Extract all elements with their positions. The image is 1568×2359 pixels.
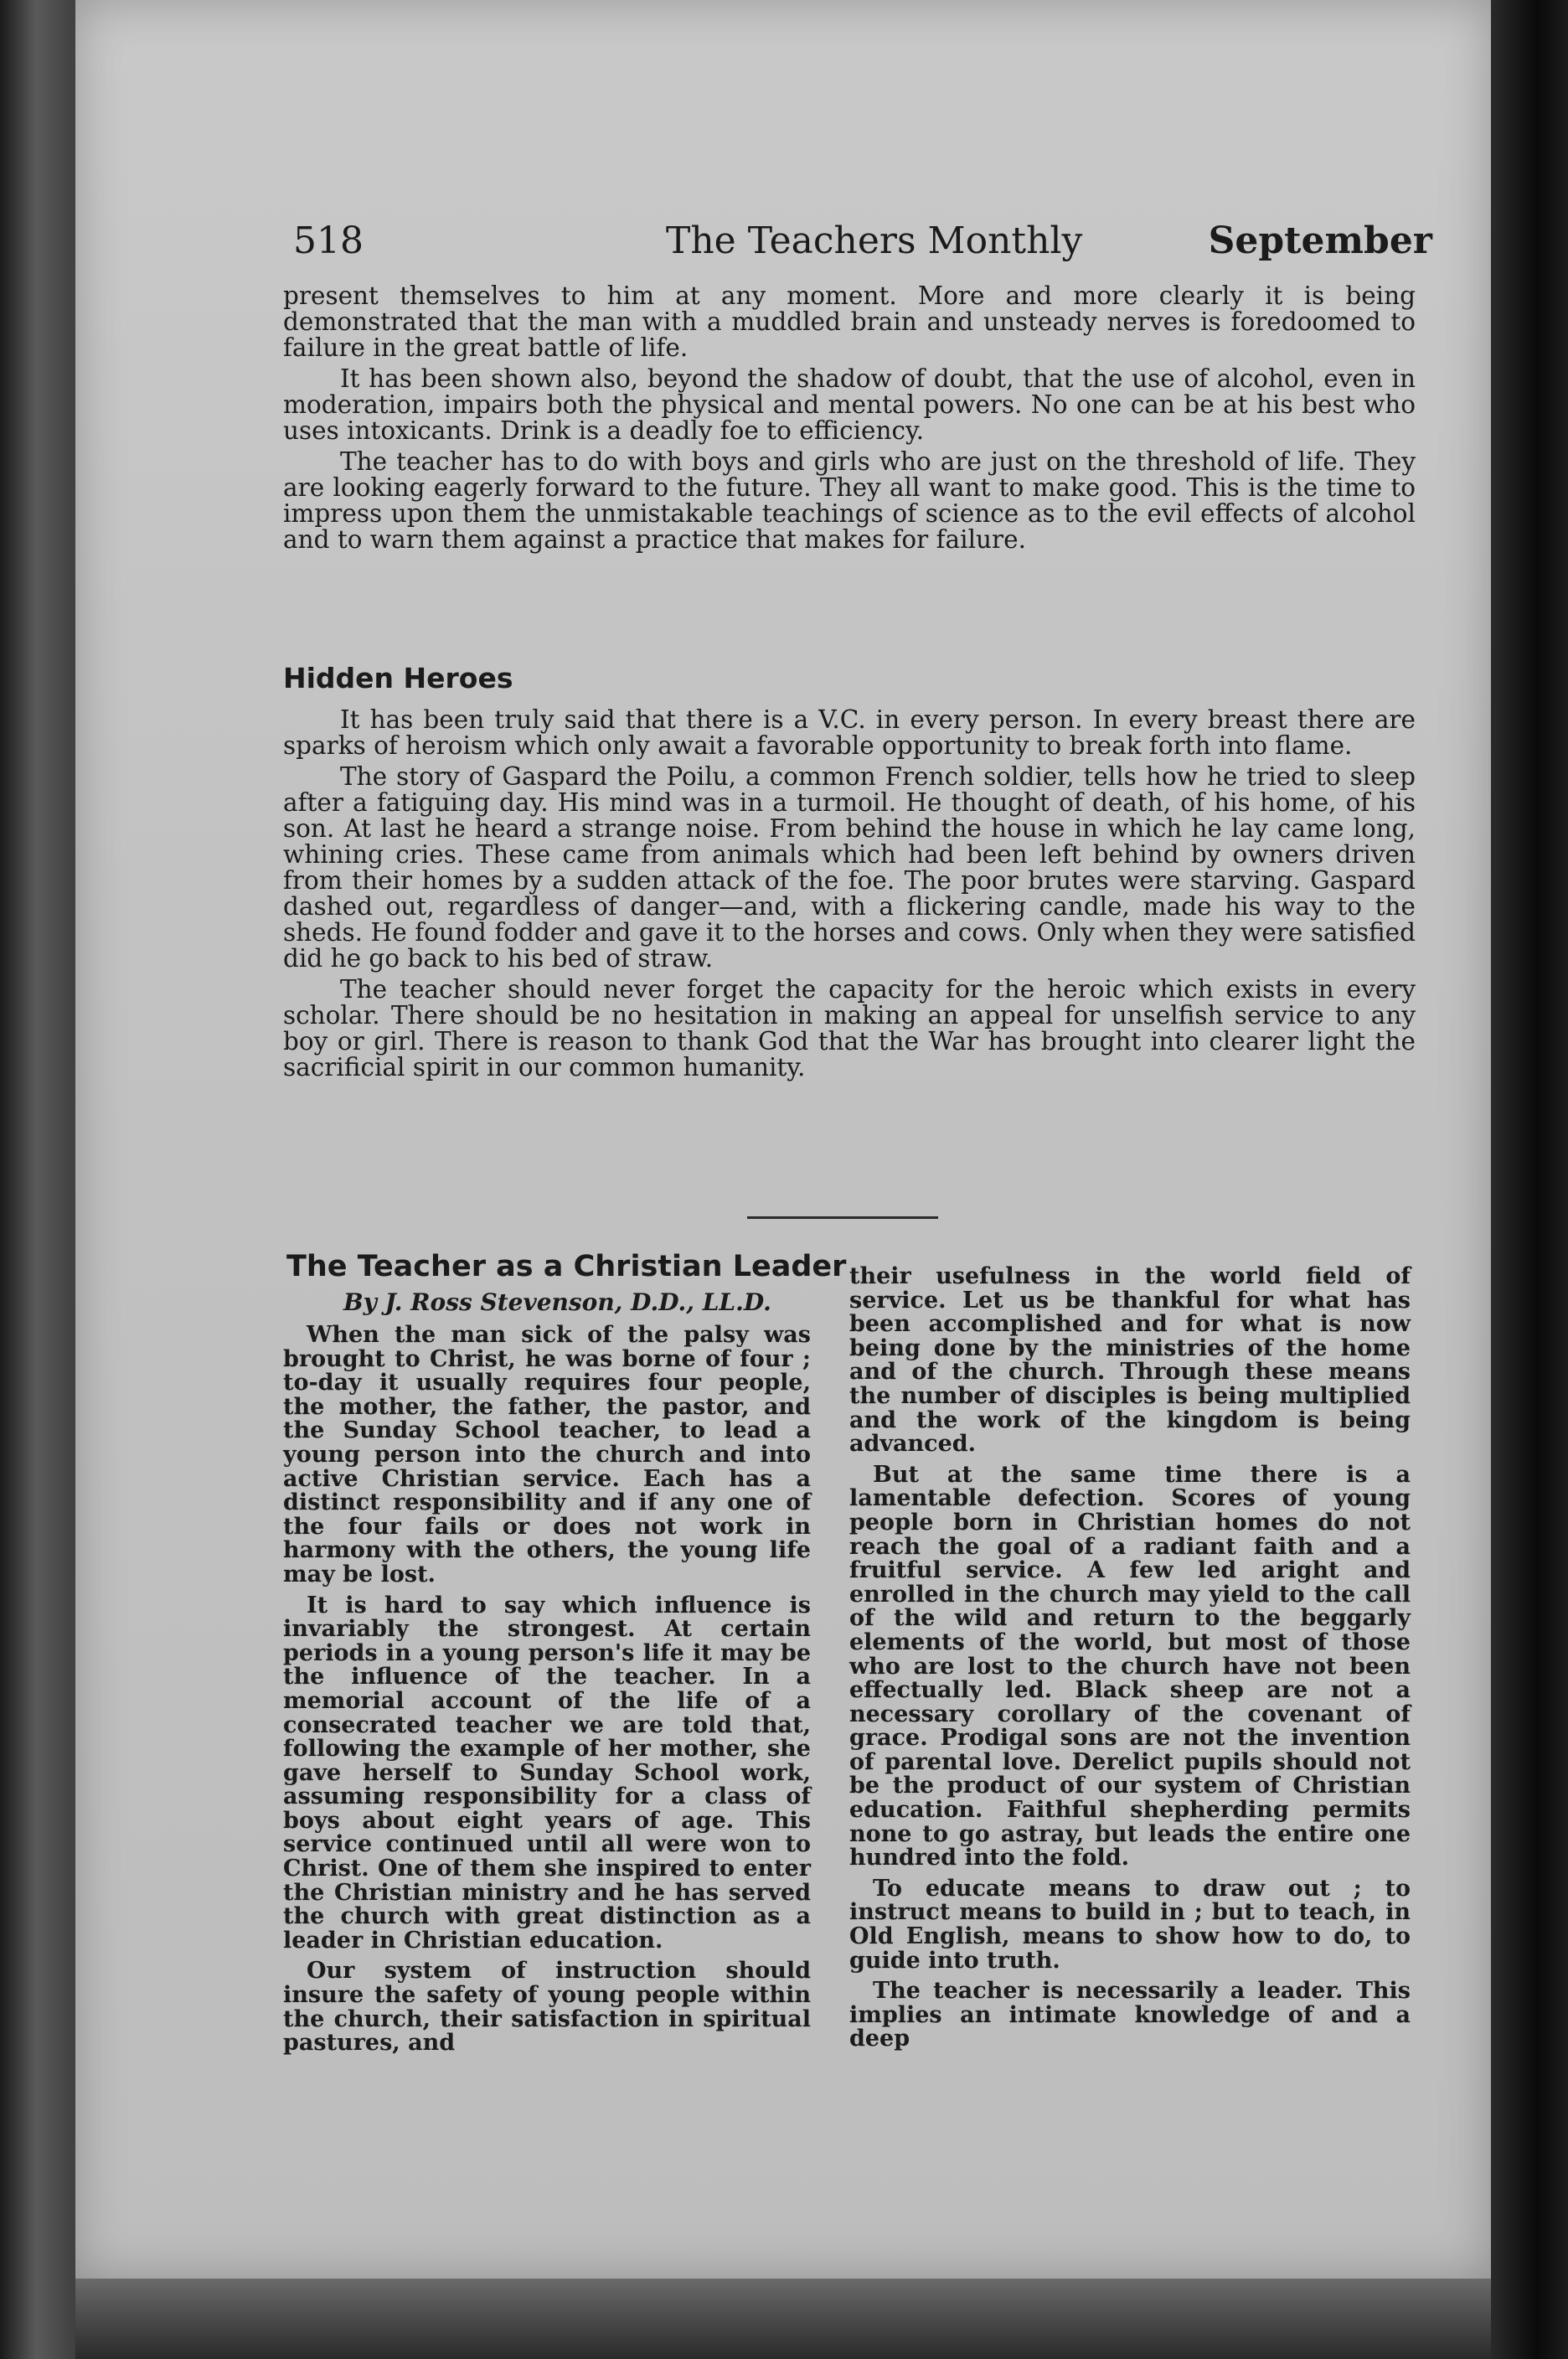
scan-right-edge <box>1491 0 1568 2359</box>
scan-bottom-edge <box>75 2279 1491 2359</box>
running-month: September <box>1208 219 1432 262</box>
paragraph: The teacher has to do with boys and girls who are just on the threshold of life. They are looking eagerly forward to the future. They all want to make good. This is the time to impress upon them the unmistakable teachings of science as to the evil effects of alcohol and to warn them against a practice that makes for failure. <box>283 447 1416 554</box>
paragraph: It is hard to say which influence is invariably the strongest. At certain periods in a young person's life it may be the influence of the teacher. In a memorial account of the life of a consecrated teacher we are told that, following the example of her mother, she gave herself to Sunday School work, assuming responsibility for a class of boys about eight years of age. This service continued until all were won to Christ. One of them she inspired to enter the Christian ministry and he has served the church with great distinction as a leader in Christian education. <box>283 1592 811 1954</box>
article-byline: By J. Ross Stevenson, D.D., LL.D. <box>343 1288 771 1316</box>
hidden-heroes-section <box>283 707 1416 1086</box>
article-left-column <box>283 1324 811 2062</box>
running-header <box>293 219 1432 278</box>
paragraph: Our system of instruction should insure the safety of young people within the church, their satisfaction in spiritual pastures, and <box>283 1958 811 2057</box>
paragraph: present themselves to him at any moment. More and more clearly it is being demonstrated that the man with a muddled brain and unsteady nerves is foredoomed to failure in the great battle of life. <box>283 281 1416 362</box>
paragraph: It has been shown also, beyond the shadow of doubt, that the use of alcohol, even in moderation, impairs both the physical and mental powers. No one can be at his best who uses intoxicants. Drink is a deadly foe to efficiency. <box>283 364 1416 445</box>
article-title: The Teacher as a Christian Leader <box>286 1250 847 1283</box>
paragraph: their usefulness in the world field of service. Let us be thankful for what has been accomplished and for what is now being done by the ministries of the home and of the church. Through these means the number of disciples is being multiplied and the work of the kingdom is being advanced. <box>849 1263 1411 1458</box>
paragraph: When the man sick of the palsy was brought to Christ, he was borne of four ; to-day it usually requires four people, the mother, the father, the pastor, and the Sunday School teacher, to lead a young person into the church and into active Christian service. Each has a distinct responsibility and if any one of the four fails or does not work in harmony with the others, the young life may be lost. <box>283 1322 811 1587</box>
paragraph: To educate means to draw out ; to instruct means to build in ; but to teach, in Old English, means to show how to do, to guide into truth. <box>849 1875 1411 1974</box>
intro-section <box>283 283 1416 558</box>
paragraph: It has been truly said that there is a V.C. in every person. In every breast there are sparks of heroism which only await a favorable opportunity to break forth into flame. <box>283 705 1416 760</box>
article-right-column <box>849 1265 1411 2058</box>
section-heading: Hidden Heroes <box>283 662 513 694</box>
section-divider <box>747 1216 938 1219</box>
paragraph: The story of Gaspard the Poilu, a common French soldier, tells how he tried to sleep after a fatiguing day. His mind was in a turmoil. He thought of death, of his home, of his son. At last he heard a strange noise. From behind the house in which he lay came long, whining cries. These came from animals which had been left behind by owners driven from their homes by a sudden attack of the foe. The poor brutes were starving. Gaspard dashed out, regardless of danger—and, with a flickering candle, made his way to the sheds. He found fodder and gave it to the horses and cows. Only when they were satisfied did he go back to his bed of straw. <box>283 762 1416 973</box>
scan-left-edge <box>0 0 80 2359</box>
paragraph: The teacher should never forget the capacity for the heroic which exists in every scholar. There should be no hesitation in making an appeal for unselfish service to any boy or girl. There is reason to thank God that the War has brought into clearer light the sacrificial spirit in our common humanity. <box>283 975 1416 1081</box>
page-number: 518 <box>293 219 364 262</box>
paragraph: The teacher is necessarily a leader. This implies an intimate knowledge of and a deep <box>849 1978 1411 2052</box>
paragraph: But at the same time there is a lamentable defection. Scores of young people born in Christian homes do not reach the goal of a radiant faith and a fruitful service. A few led aright and enrolled in the church may yield to the call of the wild and return to the beggarly elements of the world, but most of those who are lost to the church have not been effectually led. Black sheep are not a necessary corollary of the covenant of grace. Prodigal sons are not the invention of parental love. Derelict pupils should not be the product of our system of Christian education. Faithful shepherding permits none to go astray, but leads the entire one hundred into the fold. <box>849 1461 1411 1871</box>
running-title: The Teachers Monthly <box>666 219 1083 262</box>
